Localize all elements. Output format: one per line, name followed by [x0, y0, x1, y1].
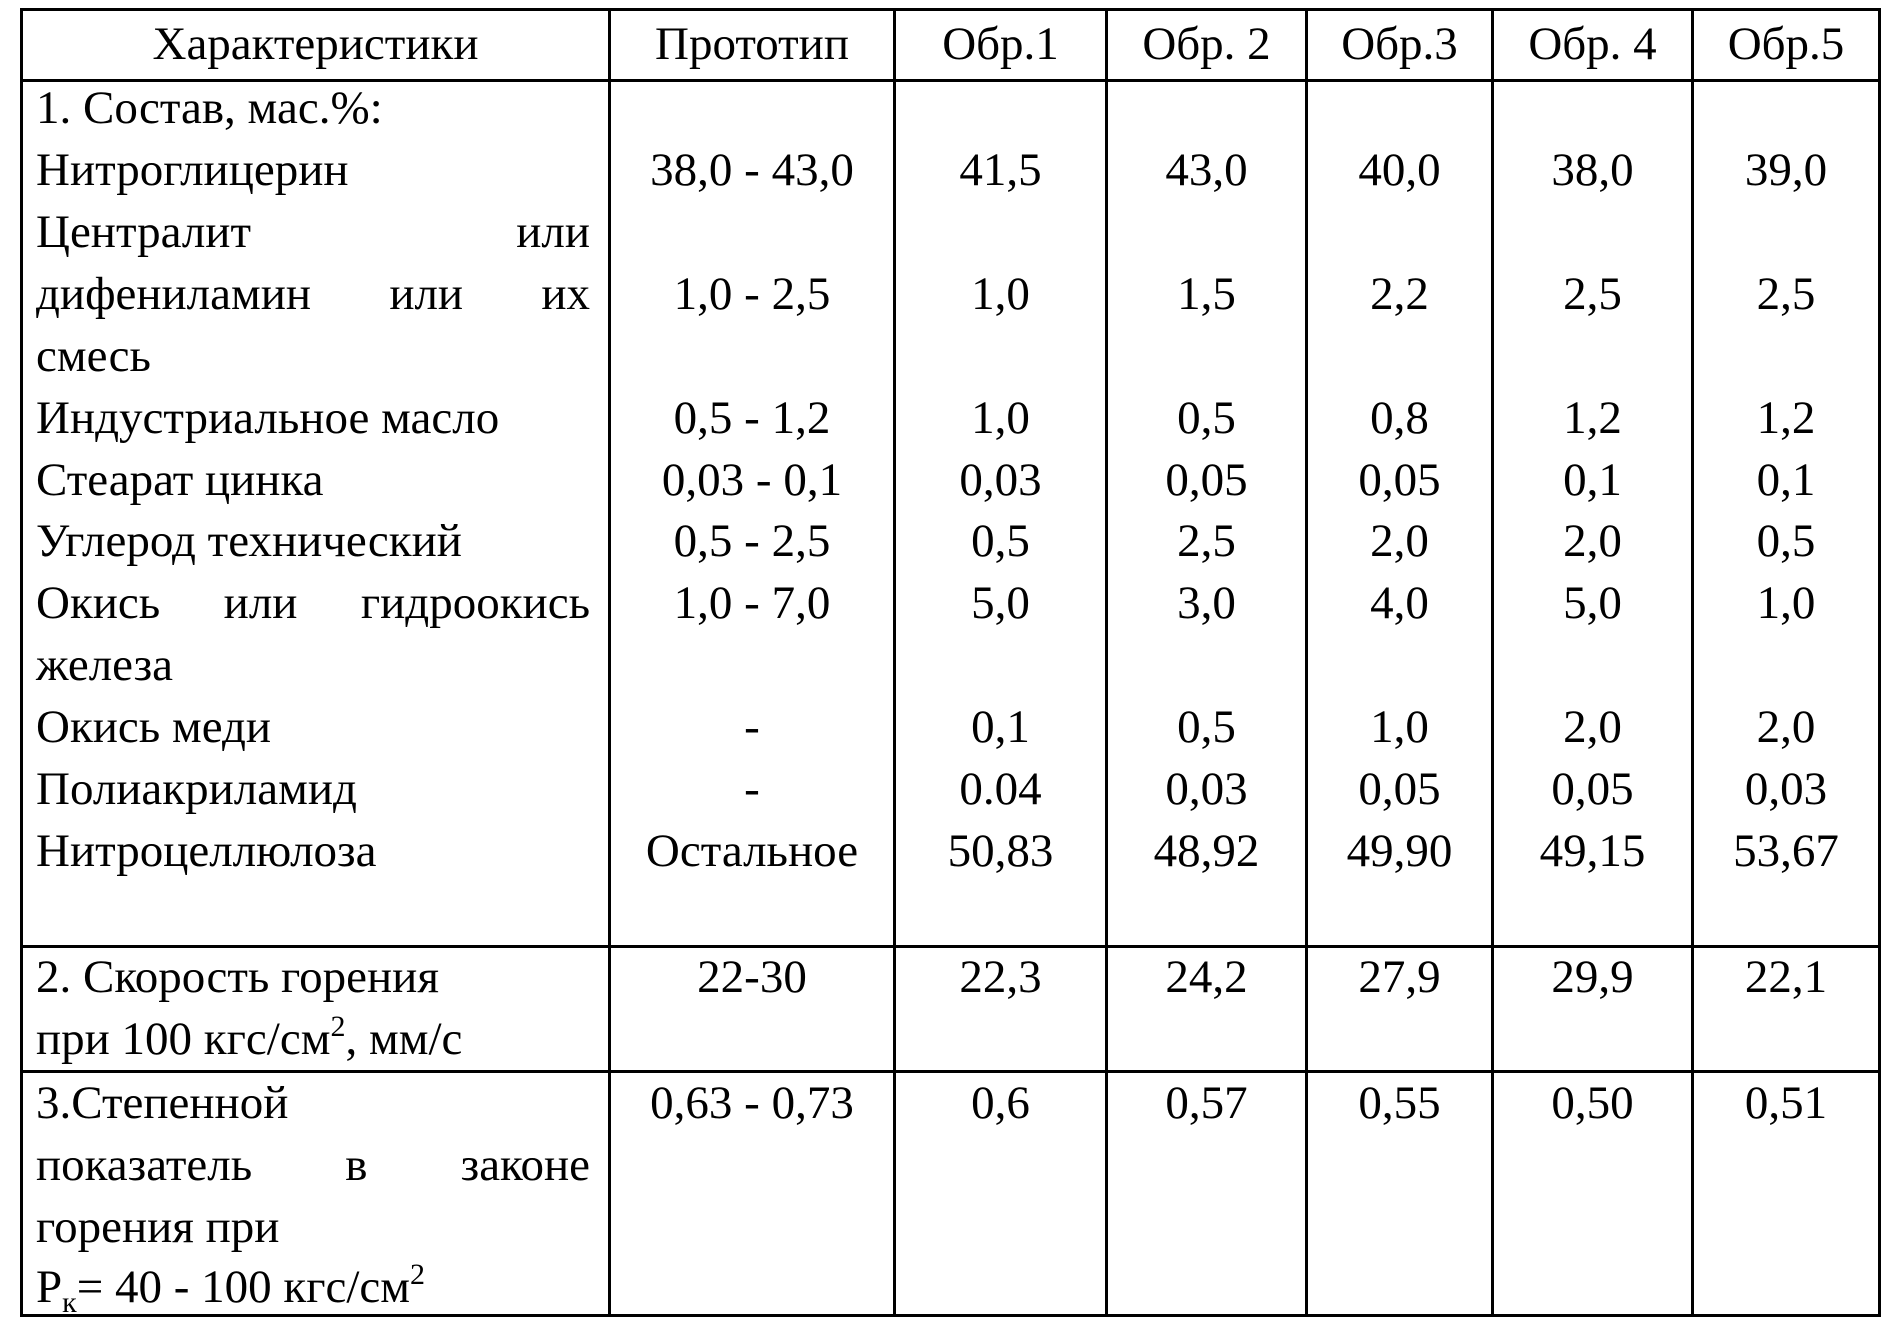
table-cell: 0,63 - 0,73 — [650, 1077, 854, 1129]
row-label-word: дифениламин — [36, 268, 312, 320]
row-label-word: Окись — [36, 577, 161, 629]
row-label-copper-oxide: Окись меди — [36, 701, 272, 753]
row-label-centralite-line3: смесь — [36, 330, 151, 382]
table-cell: 0,05 — [1358, 763, 1441, 815]
table-cell: 53,67 — [1733, 825, 1839, 877]
table-cell: 1,5 — [1177, 268, 1236, 320]
table-cell: 1,2 — [1756, 392, 1816, 444]
table-cell: Остальное — [645, 825, 859, 877]
table-cell: 38,0 — [1551, 144, 1634, 196]
table-cell: 2,0 — [1370, 515, 1429, 567]
row-label-exponent-line3: горения при — [36, 1201, 280, 1253]
header-sample-4: Обр. 4 — [1528, 18, 1657, 70]
table-cell: 0,5 - 1,2 — [673, 392, 831, 444]
table-cell: 0,03 — [1744, 763, 1828, 815]
row-label-nitrocellulose: Нитроцеллюлоза — [36, 825, 377, 877]
table-cell: 48,92 — [1153, 825, 1260, 877]
table-cell: - — [744, 763, 760, 815]
subscript: к — [62, 1286, 77, 1319]
table-cell: 0,1 — [1563, 454, 1622, 506]
header-sample-3: Обр.3 — [1341, 18, 1458, 70]
table-cell: 43,0 — [1165, 144, 1248, 196]
label-text: = 40 - 100 кгс/см — [76, 1261, 411, 1313]
table-cell: 0,03 — [1165, 763, 1248, 815]
table-cell: 0,50 — [1551, 1077, 1634, 1129]
table-cell: 2,0 — [1563, 701, 1622, 753]
header-sample-1: Обр.1 — [942, 18, 1059, 70]
table-cell: 49,15 — [1539, 825, 1646, 877]
table-cell: 0,5 — [1177, 392, 1236, 444]
row-label-iron-oxide-line2: железа — [36, 639, 174, 691]
table-cell: 1,2 — [1563, 392, 1622, 444]
row-label-word: законе — [460, 1139, 591, 1191]
table-cell: 24,2 — [1165, 951, 1248, 1003]
table-cell: 2,5 — [1177, 515, 1236, 567]
row-label-exponent-line4 — [36, 1256, 590, 1318]
table-cell: 38,0 - 43,0 — [650, 144, 854, 196]
superscript: 2 — [330, 1010, 346, 1043]
table-cell: 1,0 — [1370, 701, 1429, 753]
row-label-word: или — [516, 206, 590, 258]
table-cell: 49,90 — [1346, 825, 1453, 877]
table-cell: 1,0 — [971, 268, 1030, 320]
table-cell: 39,0 — [1744, 144, 1828, 196]
table-cell: 0,51 — [1744, 1077, 1828, 1129]
row-label-word: в — [345, 1139, 368, 1191]
row-label-burn-rate-line2 — [36, 1008, 590, 1070]
table-cell: 4,0 — [1370, 577, 1429, 629]
table-cell: 0,5 — [1177, 701, 1236, 753]
label-text: при 100 кгс/см — [36, 1013, 331, 1065]
header-characteristics: Характеристики — [152, 18, 479, 70]
row-label-word: или — [223, 577, 298, 629]
table-cell: 0,5 — [1756, 515, 1816, 567]
table-cell: 2,2 — [1370, 268, 1429, 320]
superscript: 2 — [410, 1258, 426, 1291]
header-sample-5: Обр.5 — [1727, 18, 1845, 70]
table-cell: 22,3 — [959, 951, 1042, 1003]
table-cell: 5,0 — [1563, 577, 1622, 629]
table-cell: 0,05 — [1551, 763, 1634, 815]
table-cell: 0,05 — [1165, 454, 1248, 506]
row-label-centralite-line1 — [36, 201, 590, 263]
table-cell: 1,0 - 2,5 — [673, 268, 831, 320]
row-label-exponent-line2 — [36, 1134, 590, 1196]
table-cell: 0,1 — [971, 701, 1030, 753]
table-cell: 0,57 — [1165, 1077, 1248, 1129]
label-text: , мм/с — [345, 1013, 463, 1065]
row-label-word: гидроокись — [360, 577, 590, 629]
table-cell: 2,5 — [1756, 268, 1816, 320]
row-label-burn-rate-line1: 2. Скорость горения — [36, 951, 439, 1003]
table-cell: 0.04 — [959, 763, 1042, 815]
header-sample-2: Обр. 2 — [1142, 18, 1271, 70]
row-label-iron-oxide-line1 — [36, 572, 590, 634]
table-cell: 1,0 — [1756, 577, 1816, 629]
table-cell: - — [744, 701, 760, 753]
table-cell: 0,05 — [1358, 454, 1441, 506]
label-text: P — [36, 1261, 63, 1313]
row-label-carbon-black: Углерод технический — [36, 515, 462, 567]
row-label-word: или — [389, 268, 464, 320]
table-cell: 40,0 — [1358, 144, 1441, 196]
row-label-polyacrylamide: Полиакриламид — [36, 763, 357, 815]
row-label-word: показатель — [36, 1139, 253, 1191]
table-cell: 0,5 — [971, 515, 1030, 567]
table-cell: 0,5 - 2,5 — [673, 515, 831, 567]
section-composition-title: 1. Состав, мас.%: — [36, 82, 383, 134]
table-cell: 22-30 — [697, 951, 807, 1003]
table-cell: 0,03 — [959, 454, 1042, 506]
table-cell: 0,55 — [1358, 1077, 1441, 1129]
row-label-word: их — [541, 268, 590, 320]
table-cell: 1,0 - 7,0 — [673, 577, 831, 629]
row-label-word: Централит — [36, 206, 251, 258]
row-label-exponent-line1: 3.Степенной — [36, 1077, 289, 1129]
row-label-nitroglycerin: Нитроглицерин — [36, 144, 349, 196]
table-cell: 2,5 — [1563, 268, 1622, 320]
table-cell: 0,03 - 0,1 — [661, 454, 843, 506]
row-label-centralite-line2 — [36, 263, 590, 325]
table-cell: 2,0 — [1563, 515, 1622, 567]
table-cell: 2,0 — [1756, 701, 1816, 753]
table-cell: 3,0 — [1177, 577, 1236, 629]
table-cell: 29,9 — [1551, 951, 1634, 1003]
table-cell: 0,8 — [1370, 392, 1429, 444]
table-cell: 0,6 — [971, 1077, 1030, 1129]
row-label-zinc-stearate: Стеарат цинка — [36, 454, 324, 506]
table-cell: 1,0 — [971, 392, 1030, 444]
header-prototype: Прототип — [655, 18, 849, 70]
table-cell: 27,9 — [1358, 951, 1441, 1003]
table-cell: 22,1 — [1744, 951, 1828, 1003]
table-cell: 41,5 — [959, 144, 1042, 196]
table-cell: 50,83 — [947, 825, 1054, 877]
row-label-industrial-oil: Индустриальное масло — [36, 392, 500, 444]
table-cell: 5,0 — [971, 577, 1030, 629]
table-cell: 0,1 — [1756, 454, 1816, 506]
